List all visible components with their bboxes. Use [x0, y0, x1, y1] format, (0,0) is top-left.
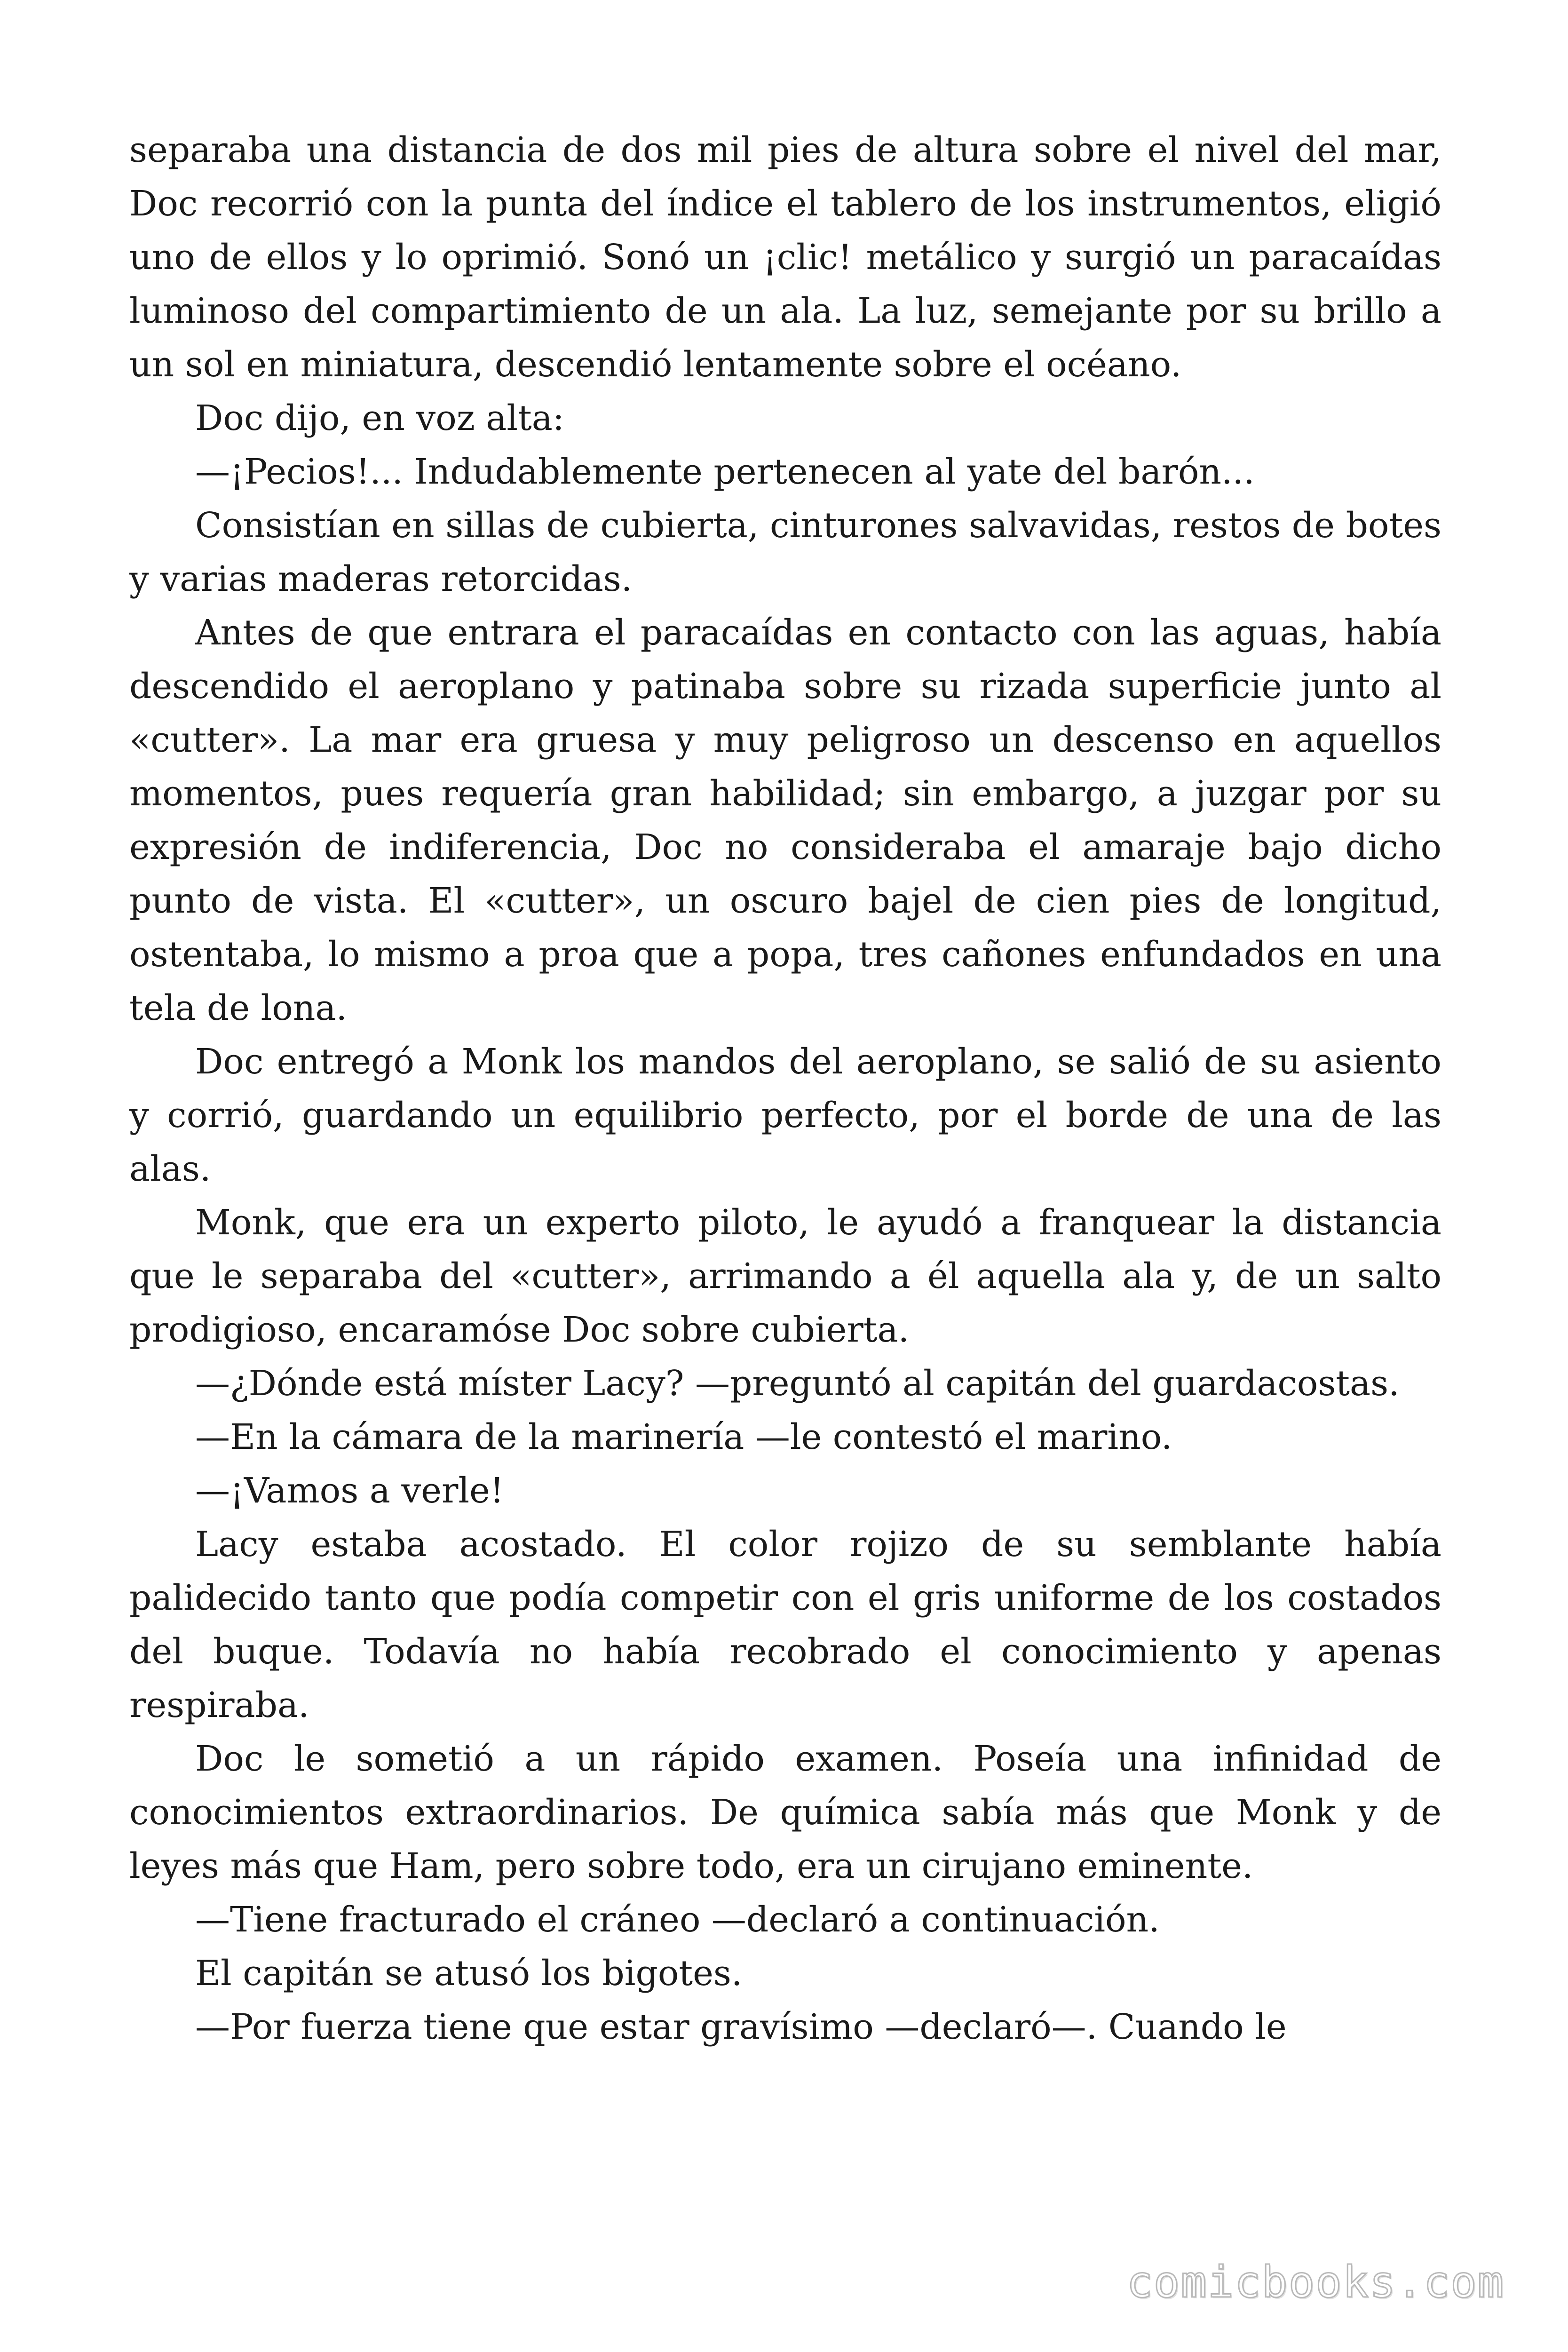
paragraph-2: Doc dijo, en voz alta:: [195, 398, 564, 438]
paragraph-6: Doc entregó a Monk los mandos del aeroplano, se salió de su asiento y corrió, guardando un equilibrio perfecto, por el borde de una de las alas.: [129, 1041, 1441, 1189]
paragraph-7: Monk, que era un experto piloto, le ayudó a franquear la distancia que le separaba del «cutter», arrimando a él aquella ala y, de un salto prodigioso, encaramóse Doc sobre cubierta.: [129, 1202, 1441, 1350]
paragraph-3: —¡Pecios!... Indudablemente pertenecen al yate del barón...: [195, 452, 1255, 492]
watermark: comicbooks.com: [1126, 2257, 1505, 2307]
paragraph-5: Antes de que entrara el paracaídas en contacto con las aguas, había descendido el aeroplano y patinaba sobre su rizada superficie junto al «cutter». La mar era gruesa y muy peligroso un descenso en aquellos momentos, pues requería gran habilidad; sin embargo, a juzgar por su expresión de indiferencia, Doc no consideraba el amaraje bajo dicho punto de vista. El «cutter», un oscuro bajel de cien pies de longitud, ostentaba, lo mismo a proa que a popa, tres cañones enfundados en una tela de lona.: [129, 612, 1441, 1028]
paragraph-10: —¡Vamos a verle!: [195, 1470, 504, 1511]
paragraph-11: Lacy estaba acostado. El color rojizo de su semblante había palidecido tanto que podía competir con el gris uniforme de los costados del buque. Todavía no había recobrado el conocimiento y apenas respiraba.: [129, 1524, 1441, 1725]
paragraph-9: —En la cámara de la marinería —le contestó el marino.: [195, 1417, 1172, 1457]
paragraph-13: —Tiene fracturado el cráneo —declaró a continuación.: [195, 1899, 1160, 1940]
paragraph-14: El capitán se atusó los bigotes.: [195, 1953, 743, 1994]
paragraph-1: separaba una distancia de dos mil pies de altura sobre el nivel del mar, Doc recorrió con la punta del índice el tablero de los instrumentos, eligió uno de ellos y lo oprimió. Sonó un ¡clic! metálico y surgió un paracaídas luminoso del compartimiento de un ala. La luz, semejante por su brillo a un sol en miniatura, descendió lentamente sobre el océano.: [129, 130, 1441, 385]
page-body: [129, 123, 1441, 2054]
paragraph-12: Doc le sometió a un rápido examen. Poseía una infinidad de conocimientos extraordinarios. De química sabía más que Monk y de leyes más que Ham, pero sobre todo, era un cirujano eminente.: [129, 1739, 1441, 1886]
paragraph-4: Consistían en sillas de cubierta, cinturones salvavidas, restos de botes y varias maderas retorcidas.: [129, 505, 1441, 599]
paragraph-15: —Por fuerza tiene que estar gravísimo —declaró—. Cuando le: [195, 2007, 1287, 2047]
paragraph-8: —¿Dónde está míster Lacy? —preguntó al capitán del guardacostas.: [195, 1363, 1400, 1404]
